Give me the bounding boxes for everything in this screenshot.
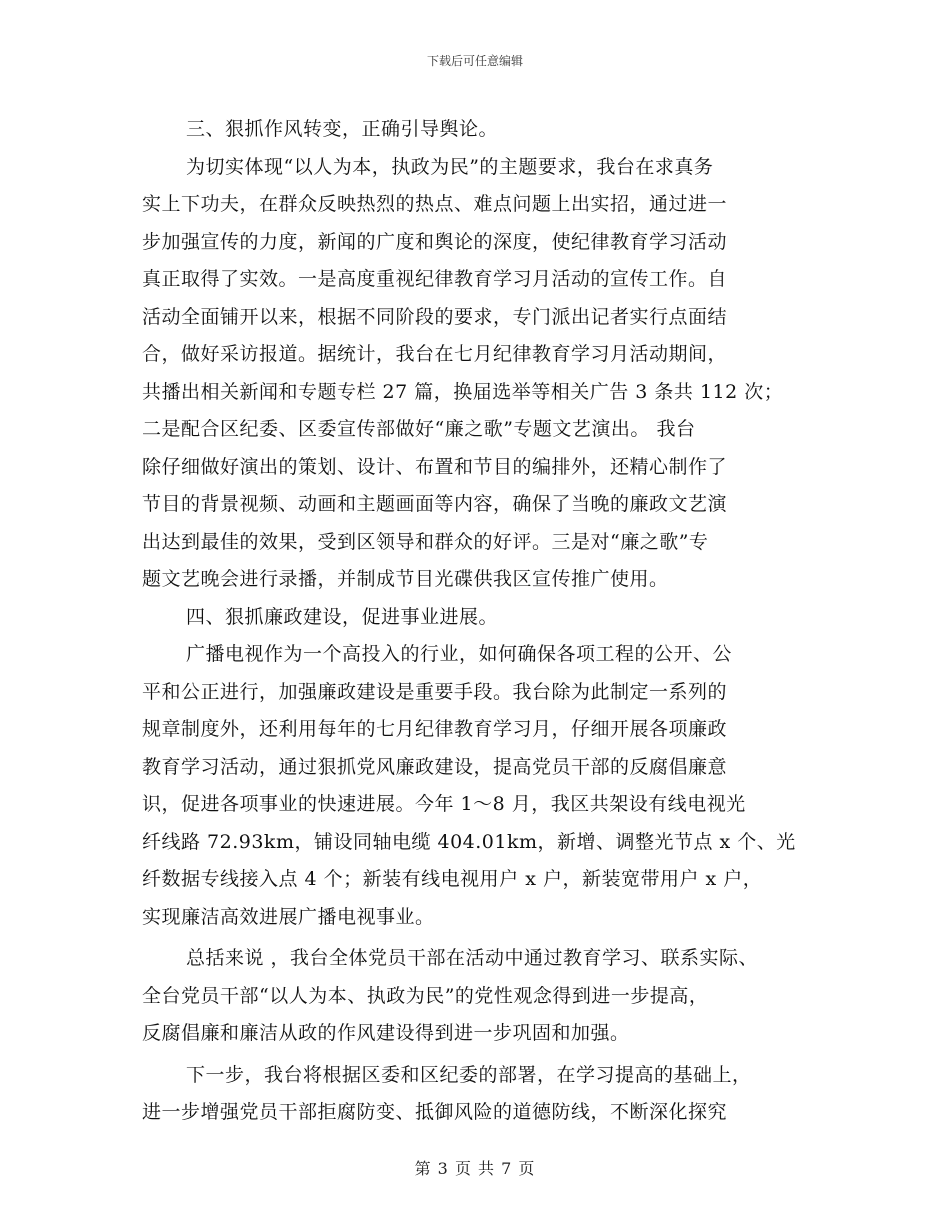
section-heading-3: 三、狠抓作风转变，正确引导舆论。 [186, 118, 499, 140]
paragraph-line: 纤线路 72.93km，铺设同轴电缆 404.01km，新增、调整光节点 x 个、光 [142, 830, 796, 853]
paragraph-line: 步加强宣传的力度，新闻的广度和舆论的深度，使纪律教育学习活动 [142, 230, 728, 253]
paragraph-line: 合，做好采访报道。据统计，我台在七月纪律教育学习月活动期间， [142, 343, 728, 365]
paragraph-line: 题文艺晚会进行录播，并制成节目光碟供我区宣传推广使用。 [142, 568, 669, 590]
paragraph-line: 总括来说 ，我台全体党员干部在活动中通过教育学习、联系实际、 [186, 947, 759, 969]
paragraph-line: 二是配合区纪委、区委宣传部做好“廉之歌”专题文艺演出。 我台 [142, 418, 696, 440]
paragraph-line: 为切实体现“以人为本，执政为民”的主题要求，我台在求真务 [186, 155, 714, 178]
paragraph-line: 教育学习活动，通过狠抓党风廉政建设，提高党员干部的反腐倡廉意 [142, 755, 728, 778]
page-footer: 第 3 页 共 7 页 [414, 1159, 536, 1178]
paragraph-line: 下一步，我台将根据区委和区纪委的部署，在学习提高的基础上， [186, 1063, 752, 1086]
section-heading-4: 四、狠抓廉政建设，促进事业进展。 [186, 605, 499, 628]
paragraph-line: 除仔细做好演出的策划、设计、布置和节目的编排外，还精心制作了 [142, 455, 728, 478]
paragraph-line: 反腐倡廉和廉洁从政的作风建设得到进一步巩固和加强。 [142, 1022, 630, 1044]
paragraph-line: 广播电视作为一个高投入的行业，如何确保各项工程的公开、公 [186, 643, 733, 665]
paragraph-line: 真正取得了实效。一是高度重视纪律教育学习月活动的宣传工作。自 [142, 268, 728, 290]
paragraph-line: 共播出相关新闻和专题专栏 27 篇，换届选举等相关广告 3 条共 112 次； [142, 380, 784, 403]
paragraph-line: 平和公正进行，加强廉政建设是重要手段。我台除为此制定一系列的 [142, 680, 728, 703]
paragraph-line: 活动全面铺开以来，根据不同阶段的要求，专门派出记者实行点面结 [142, 305, 728, 328]
document-body [142, 111, 822, 1132]
paragraph-line: 识，促进各项事业的快速进展。今年 1～8 月，我区共架设有线电视光 [142, 793, 746, 815]
paragraph-line: 全台党员干部“以人为本、执政为民”的党性观念得到进一步提高， [142, 984, 709, 1007]
paragraph-line: 规章制度外，还利用每年的七月纪律教育学习月，仔细开展各项廉政 [142, 718, 728, 740]
paragraph-line: 实上下功夫，在群众反映热烈的热点、难点问题上出实招，通过进一 [142, 193, 728, 215]
paragraph-line: 进一步增强党员干部拒腐防变、抵御风险的道德防线，不断深化探究 [142, 1101, 728, 1123]
paragraph-line: 出达到最佳的效果，受到区领导和群众的好评。三是对“廉之歌”专 [142, 530, 709, 553]
paragraph-line: 节目的背景视频、动画和主题画面等内容，确保了当晚的廉政文艺演 [142, 493, 728, 515]
paragraph-line: 纤数据专线接入点 4 个；新装有线电视用户 x 户，新装宽带用户 x 户， [142, 868, 763, 890]
paragraph-line: 实现廉洁高效进展广播电视事业。 [142, 905, 435, 928]
page-header: 下载后可任意编辑 [426, 54, 523, 68]
